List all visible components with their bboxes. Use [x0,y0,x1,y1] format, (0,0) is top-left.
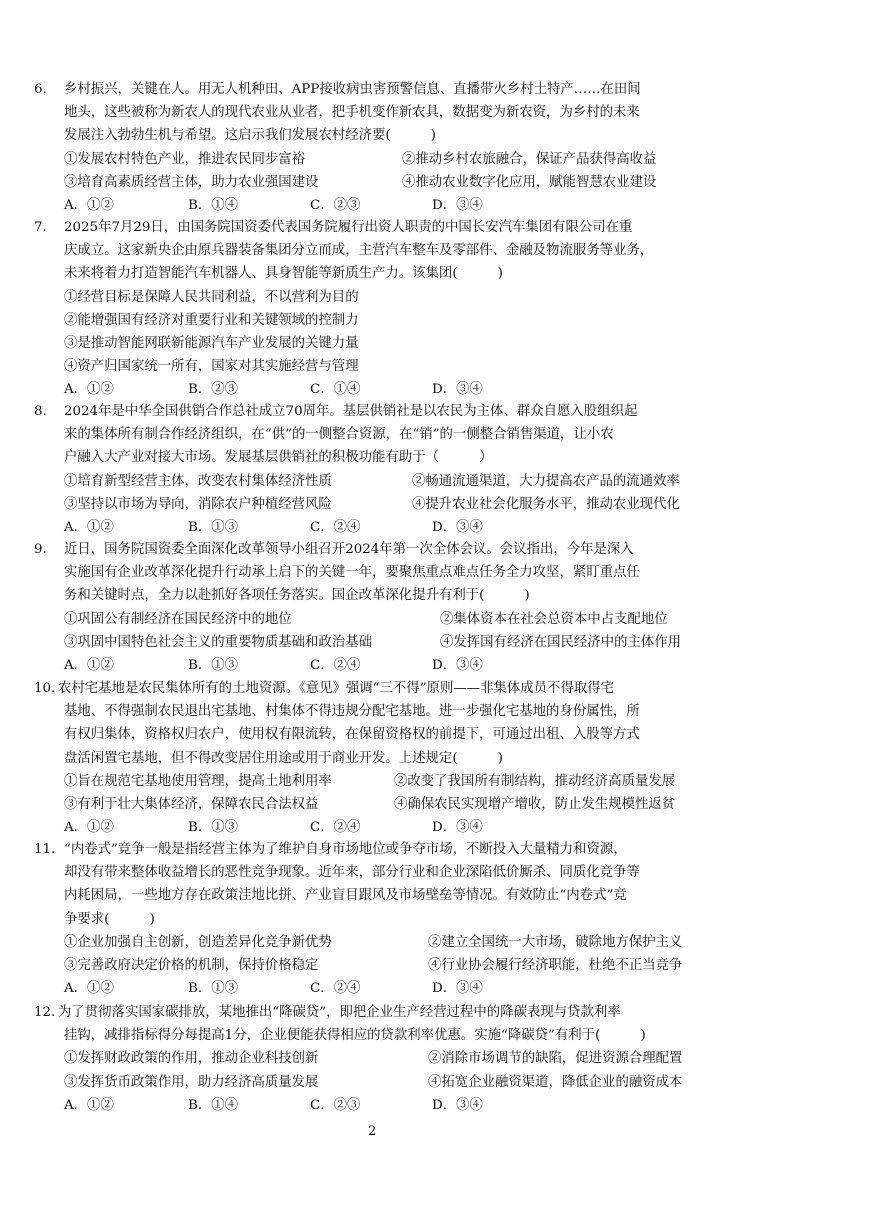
stem-text: 发展注入勃勃生机与希望。这启示我们发展农村经济要( ) [64,128,436,144]
question-line [34,908,724,931]
statement-row [34,608,724,631]
question-number: 7. [34,220,47,235]
stem-text: 为了贯彻落实国家碳排放，某地推出“降碳贷”，即把企业生产经营过程中的降碳表现与贷款利率 [58,1005,621,1020]
statement: ①巩固公有制经济在国民经济中的地位 [64,611,292,627]
statement: ③巩固中国特色社会主义的重要物质基础和政治基础 [64,634,372,650]
choices-row [34,378,724,401]
stem-text: 挂钩，减排指标得分每提高1分，企业便能获得相应的贷款利率优惠。实施“降碳贷”有利于( ) [64,1028,646,1044]
question-11 [34,838,724,1000]
statement-row [34,493,724,516]
question-line [34,446,724,469]
question-line [34,861,724,884]
statement: ③有利于壮大集体经济，保障农民合法权益 [64,796,319,812]
question-line [34,561,724,584]
question-line [34,124,724,147]
statement: ④推动农业数字化应用，赋能智慧农业建设 [402,174,657,190]
stem-text: 却没有带来整体收益增长的恶性竞争现象。近年来，部分行业和企业深陷低价厮杀、同质化竞争等 [64,865,640,881]
choice-b[interactable]: B．①④ [188,1097,239,1113]
choices-row [34,194,724,217]
choice-c[interactable]: C．②③ [310,1097,361,1113]
choice-a[interactable]: A．①② [64,519,114,535]
question-line [34,101,724,124]
statement: ④拓宽企业融资渠道，降低企业的融资成本 [428,1074,683,1090]
statement: ③是推动智能网联新能源汽车产业发展的关键力量 [64,335,359,351]
statement: ②消除市场调节的缺陷，促进资源合理配置 [428,1051,683,1067]
statement: ①旨在规范宅基地使用管理，提高土地利用率 [64,773,332,789]
question-line [34,747,724,770]
question-6 [34,78,724,217]
choice-b[interactable]: B．①③ [188,981,239,997]
choice-d[interactable]: D．③④ [432,382,483,398]
choice-a[interactable]: A．①② [64,197,114,213]
choice-a[interactable]: A．①② [64,382,114,398]
question-number: 9. [34,542,47,557]
question-line [34,216,724,239]
stem-text: 2025年7月29日，由国务院国资委代表国务院履行出资人职责的中国长安汽车集团有限公司在重 [64,220,633,235]
stem-text: “内卷式”竞争一般是指经营主体为了维护自身市场地位或争夺市场，不断投入大量精力和资源， [64,842,627,857]
statement: ①企业加强自主创新，创造差异化竞争新优势 [64,934,332,950]
statement-row [34,332,724,355]
choice-c[interactable]: C．②④ [310,519,361,535]
page-number: 2 [368,1124,377,1139]
statement: ①发展农村特色产业，推进农民同步富裕 [64,151,306,167]
stem-text: 乡村振兴，关键在人。用无人机种田、APP接收病虫害预警信息、直播带火乡村土特产……在田间 [64,82,641,97]
statement: ①经营目标是保障人民共同利益，不以营利为目的 [64,289,359,305]
statement-row [34,954,724,977]
statement: ③坚持以市场为导向，消除农户种植经营风险 [64,496,332,512]
question-7 [34,216,724,402]
question-line [34,1001,724,1024]
choice-c[interactable]: C．②④ [310,657,361,673]
stem-text: 庆成立。这家新央企由原兵器装备集团分立而成，主营汽车整车及零部件、金融及物流服务等业务， [64,243,654,259]
choice-b[interactable]: B．①③ [188,820,239,836]
stem-text: 争要求( ) [64,911,155,927]
stem-text: 农村宅基地是农民集体所有的土地资源。《意见》强调“三不得”原则——非集体成员不得取得宅 [58,681,615,696]
stem-text: 实施国有企业改革深化提升行动承上启下的关键一年，要聚焦重点难点任务全力攻坚，紧盯重点任 [64,565,640,581]
question-number: 10. [34,681,56,696]
question-line [34,884,724,907]
statement-row [34,631,724,654]
choice-b[interactable]: B．①④ [188,197,239,213]
statement-row [34,355,724,378]
choice-b[interactable]: B．①③ [188,657,239,673]
stem-text: 有权归集体，资格权归农户，使用权有限流转，在保留资格权的前提下，可通过出租、入股等方式 [64,727,640,743]
statement: ②建立全国统一大市场，破除地方保护主义 [428,934,683,950]
choices-row [34,977,724,1000]
choice-c[interactable]: C．②④ [310,981,361,997]
choice-c[interactable]: C．②④ [310,820,361,836]
statement: ③发挥货币政策作用，助力经济高质量发展 [64,1074,319,1090]
statement-row [34,286,724,309]
statement: ③培育高素质经营主体，助力农业强国建设 [64,174,319,190]
choices-row [34,816,724,839]
choice-a[interactable]: A．①② [64,657,114,673]
choice-d[interactable]: D．③④ [432,981,483,997]
choices-row [34,654,724,677]
choice-d[interactable]: D．③④ [432,657,483,673]
stem-text: 未来将着力打造智能汽车机器人、具身智能等新质生产力。该集团( ) [64,266,503,282]
statement: ②畅通流通渠道，大力提高农产品的流通效率 [412,473,680,489]
statement-row [34,1047,724,1070]
stem-text: 来的集体所有制合作经济组织，在“供”的一侧整合资源，在“销”的一侧整合销售渠道，让小农 [64,427,614,443]
question-9 [34,538,724,677]
question-line [34,538,724,561]
stem-text: 内耗困局，一些地方存在政策洼地比拼、产业盲目跟风及市场壁垒等情况。有效防止“内卷式”竞 [64,888,627,904]
statement-row [34,770,724,793]
choice-d[interactable]: D．③④ [432,197,483,213]
statement: ④发挥国有经济在国民经济中的主体作用 [440,634,682,650]
question-line [34,78,724,101]
choice-d[interactable]: D．③④ [432,820,483,836]
statement-row [34,793,724,816]
question-line [34,400,724,423]
statement: ①发挥财政政策的作用，推动企业科技创新 [64,1051,319,1067]
statement: ④提升农业社会化服务水平，推动农业现代化 [412,496,680,512]
statement: ②能增强国有经济对重要行业和关键领域的控制力 [64,312,359,328]
question-line [34,677,724,700]
statement: ③完善政府决定价格的机制，保持价格稳定 [64,957,319,973]
question-line [34,423,724,446]
stem-text: 2024年是中华全国供销合作总社成立70周年。基层供销社是以农民为主体、群众自愿入股组织起 [64,404,638,419]
question-line [34,262,724,285]
question-10 [34,677,724,839]
question-line [34,723,724,746]
stem-text: 基地、不得强制农民退出宅基地、村集体不得违规分配宅基地。进一步强化宅基地的身份属性，所 [64,704,640,720]
statement: ④资产归国家统一所有，国家对其实施经营与管理 [64,359,359,375]
choice-c[interactable]: C．②③ [310,197,361,213]
choice-d[interactable]: D．③④ [432,1097,483,1113]
statement-row [34,309,724,332]
statement: ②集体资本在社会总资本中占支配地位 [440,611,668,627]
statement: ④确保农民实现增产增收，防止发生规模性返贫 [394,796,676,812]
choice-a[interactable]: A．①② [64,1097,114,1113]
statement: ②推动乡村农旅融合，保证产品获得高收益 [402,151,657,167]
statement-row [34,171,724,194]
question-number: 11. [34,842,56,857]
question-12 [34,1001,724,1117]
statement-row [34,470,724,493]
statement-row [34,148,724,171]
choice-c[interactable]: C．①④ [310,382,361,398]
question-line [34,1024,724,1047]
statement: ④行业协会履行经济职能，杜绝不正当竞争 [428,957,683,973]
statement: ①培育新型经营主体，改变农村集体经济性质 [64,473,332,489]
question-line [34,239,724,262]
question-number: 8. [34,404,47,419]
statement-row [34,931,724,954]
stem-text: 务和关键时点，全力以赴抓好各项任务落实。国企改革深化提升有利于( ) [64,588,530,604]
choices-row [34,516,724,539]
choice-d[interactable]: D．③④ [432,519,483,535]
stem-text: 近日，国务院国资委全面深化改革领导小组召开2024年第一次全体会议。会议指出，今年是深入 [64,542,634,557]
choice-b[interactable]: B．①③ [188,519,239,535]
question-line [34,838,724,861]
choice-b[interactable]: B．②③ [188,382,239,398]
stem-text: 户融入大产业对接大市场。发展基层供销社的积极功能有助于（ ） [64,450,493,466]
question-number: 12. [34,1005,56,1020]
stem-text: 盘活闲置宅基地，但不得改变居住用途或用于商业开发。上述规定( ) [64,750,503,766]
choice-a[interactable]: A．①② [64,820,114,836]
question-8 [34,400,724,539]
statement-row [34,1071,724,1094]
question-number: 6. [34,82,47,97]
choices-row [34,1094,724,1117]
statement: ②改变了我国所有制结构，推动经济高质量发展 [394,773,676,789]
stem-text: 地头，这些被称为新农人的现代农业从业者，把手机变作新农具，数据变为新农资，为乡村的未来 [64,105,640,121]
question-line [34,700,724,723]
choice-a[interactable]: A．①② [64,981,114,997]
question-line [34,584,724,607]
